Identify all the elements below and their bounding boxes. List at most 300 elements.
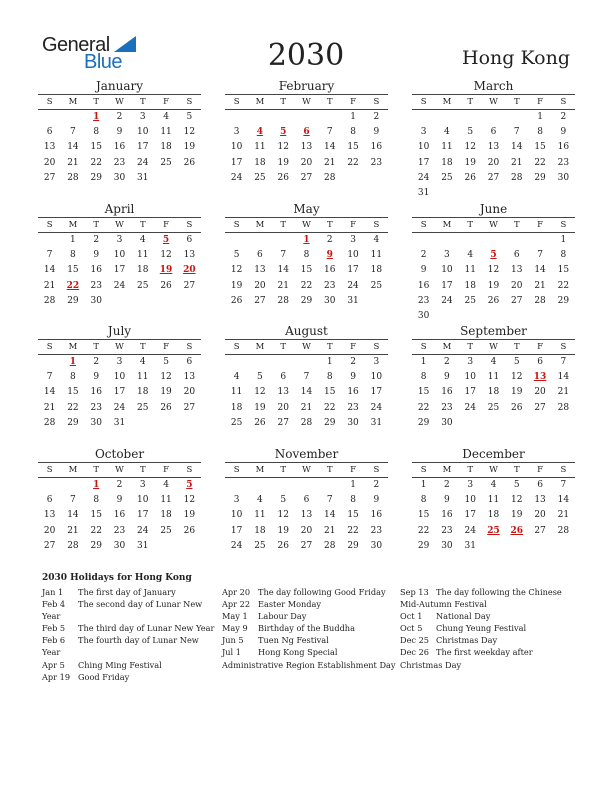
day-cell: 24 [137,525,149,536]
weekday-label: S [412,340,435,355]
day-cell: 23 [347,402,359,413]
day-cell: 16 [441,510,453,521]
day-cell: 27 [183,402,196,413]
holiday-entry [42,634,218,658]
day-cell: 18 [254,525,266,536]
day-cell: 28 [67,172,79,183]
day-cell: 21 [67,157,79,168]
day-cell: 15 [347,510,359,521]
day-cell: 28 [43,417,56,428]
empty-cell [248,355,271,370]
day-cell: 8 [70,372,76,383]
day-cell: 29 [300,295,313,306]
day-cell: 12 [183,127,196,138]
empty-cell [38,110,61,125]
day-cell: 8 [350,127,356,138]
day-cell: 11 [254,510,266,521]
day-cell: 26 [254,417,266,428]
day-cell: 25 [137,280,149,291]
day-cell: 14 [324,142,336,153]
day-cell: 10 [137,495,149,506]
day-cell: 22 [534,157,546,168]
holiday-date: Dec 25 [400,635,430,646]
holiday-date: Apr 22 [222,599,251,610]
month-name: February [225,79,388,95]
day-cell: 1 [350,112,356,122]
weekday-label: W [482,340,505,355]
day-cell: 7 [46,250,53,261]
day-cell: 13 [487,142,500,153]
day-cell: 6 [257,250,263,261]
day-cell: 2 [93,357,100,367]
day-cell: 28 [557,525,570,536]
day-cell: 21 [43,280,56,291]
day-cell: 24 [113,280,126,291]
day-cell: 19 [160,387,172,398]
holiday-day-cell: 22 [66,280,80,291]
day-cell: 30 [441,540,453,551]
weekday-label: M [248,463,271,478]
holiday-day-cell: 25 [487,525,500,536]
weekday-label: S [225,218,248,233]
day-cell: 7 [46,372,53,383]
weekday-label: S [225,463,248,478]
day-cell: 10 [464,372,476,383]
holiday-day-cell: 5 [280,127,287,138]
month-name: June [412,202,575,218]
month-name: September [412,324,575,340]
holiday-date: Apr 5 [42,659,65,670]
day-cell: 19 [511,510,523,521]
day-cell: 27 [534,402,546,413]
day-cell: 8 [350,495,356,506]
weekday-label: S [178,340,201,355]
weekday-label: T [318,340,341,355]
holiday-entry [42,622,218,634]
holiday-name: Hong Kong Special Administrative Region Establishment Day [222,647,396,670]
holiday-name: Ching Ming Festival [78,659,162,670]
logo-general-text: General [42,34,110,56]
weekday-label: T [505,95,528,110]
day-cell: 13 [43,510,56,521]
weekday-label: T [272,463,295,478]
day-cell: 9 [560,127,567,138]
day-cell: 2 [373,480,380,490]
day-cell: 30 [113,172,126,183]
empty-cell [528,233,551,248]
day-cell: 4 [163,112,169,122]
day-cell: 30 [347,417,359,428]
day-cell: 29 [67,417,79,428]
day-cell: 11 [370,250,383,261]
weekday-label: T [459,463,482,478]
country-title: Hong Kong [462,47,570,69]
holiday-date: Dec 26 [400,647,430,658]
day-cell: 6 [186,357,193,367]
day-cell: 2 [560,112,567,122]
day-cell: 13 [534,495,546,506]
day-cell: 25 [230,417,243,428]
holiday-entry [222,634,398,646]
day-cell: 11 [441,142,453,153]
day-cell: 16 [324,265,336,276]
empty-cell [272,478,295,493]
empty-cell [38,478,61,493]
day-cell: 27 [300,172,313,183]
weekday-label: M [248,95,271,110]
day-cell: 6 [537,357,543,367]
day-cell: 16 [370,510,383,521]
day-cell: 12 [464,142,476,153]
day-cell: 18 [137,387,149,398]
day-cell: 19 [277,157,289,168]
day-cell: 17 [230,525,243,536]
holiday-entry [400,646,576,670]
day-cell: 25 [137,402,149,413]
day-cell: 12 [277,510,289,521]
day-cell: 29 [534,172,546,183]
empty-cell [248,233,271,248]
holiday-day-cell: 4 [256,127,264,138]
day-cell: 12 [277,142,289,153]
holiday-entry [222,598,398,610]
day-cell: 5 [233,250,240,261]
weekday-label: T [131,95,154,110]
holiday-column [222,586,398,671]
holiday-date: Feb 5 [42,623,66,634]
weekday-label: T [505,463,528,478]
day-cell: 7 [280,250,287,261]
day-cell: 18 [160,142,172,153]
day-cell: 25 [160,525,172,536]
month-name: April [38,202,201,218]
day-cell: 19 [254,402,266,413]
holiday-date: Oct 1 [400,611,423,622]
holiday-day-cell: 1 [93,112,100,122]
weekday-label: T [85,218,108,233]
day-cell: 5 [280,495,287,506]
holiday-entry [222,586,398,598]
day-cell: 25 [370,280,383,291]
day-cell: 22 [67,402,79,413]
weekday-label: S [365,95,388,110]
day-cell: 23 [441,525,453,536]
day-cell: 6 [186,235,193,245]
day-cell: 4 [139,357,146,367]
day-cell: 8 [420,495,427,506]
day-cell: 22 [417,525,430,536]
day-cell: 23 [90,402,102,413]
day-cell: 11 [137,250,149,261]
day-cell: 10 [464,495,476,506]
day-cell: 9 [373,127,380,138]
day-cell: 19 [183,142,196,153]
day-cell: 9 [93,372,100,383]
day-cell: 22 [324,402,336,413]
day-cell: 30 [370,540,383,551]
weekday-label: S [38,95,61,110]
day-cell: 17 [370,387,383,398]
empty-cell [272,355,295,370]
day-cell: 17 [137,510,149,521]
empty-cell [248,478,271,493]
day-cell: 1 [537,112,543,122]
holiday-name: The first day of January [78,587,176,597]
month-april [38,202,201,309]
empty-cell [482,233,505,248]
day-cell: 11 [160,495,172,506]
holiday-date: Apr 19 [42,671,71,682]
weekday-label: S [178,95,201,110]
day-cell: 7 [560,357,567,367]
weekday-label: T [85,95,108,110]
day-cell: 19 [230,280,243,291]
day-cell: 31 [347,295,359,306]
empty-cell [225,355,248,370]
day-cell: 14 [511,142,523,153]
day-cell: 15 [90,510,102,521]
weekday-label: T [318,95,341,110]
weekday-label: M [61,463,84,478]
month-name: October [38,447,201,463]
day-cell: 13 [300,142,313,153]
day-cell: 3 [467,480,474,490]
weekday-label: S [552,218,575,233]
day-cell: 14 [43,387,56,398]
day-cell: 15 [67,387,79,398]
day-cell: 29 [324,417,336,428]
day-cell: 11 [254,142,266,153]
day-cell: 13 [277,387,289,398]
day-cell: 15 [534,142,546,153]
empty-cell [505,110,528,125]
day-cell: 20 [43,157,56,168]
day-cell: 16 [417,280,430,291]
holiday-entry [42,671,218,683]
day-cell: 19 [183,510,196,521]
weekday-label: F [528,218,551,233]
day-cell: 9 [444,495,450,506]
holiday-name: The third day of Lunar New Year [78,623,215,634]
empty-cell [295,355,318,370]
empty-cell [225,478,248,493]
empty-cell [61,478,84,493]
holiday-name: The day following the Chinese Mid-Autumn Festival [400,587,562,610]
weekday-label: S [552,340,575,355]
day-cell: 6 [46,127,53,138]
holiday-entry [400,634,576,646]
day-cell: 11 [487,372,500,383]
day-cell: 27 [487,172,500,183]
day-cell: 17 [464,510,476,521]
weekday-label: F [341,218,364,233]
empty-cell [318,478,341,493]
day-cell: 24 [370,402,383,413]
weekday-label: F [341,95,364,110]
day-cell: 21 [277,280,289,291]
holiday-name: The first weekday after Christmas Day [400,647,533,670]
day-cell: 13 [183,372,196,383]
day-cell: 9 [116,495,123,506]
weekday-label: M [61,218,84,233]
day-cell: 11 [464,265,476,276]
holiday-day-cell: 9 [326,250,333,261]
day-cell: 26 [277,172,289,183]
empty-cell [459,233,482,248]
day-cell: 5 [186,112,193,122]
day-cell: 13 [511,265,523,276]
day-cell: 25 [487,402,500,413]
day-cell: 3 [373,357,380,367]
weekday-label: M [435,463,458,478]
day-cell: 16 [90,387,102,398]
day-cell: 16 [90,265,102,276]
empty-cell [295,110,318,125]
day-cell: 23 [370,157,383,168]
weekday-label: W [108,218,131,233]
holiday-date: Jul 1 [222,647,241,658]
holiday-entry [42,659,218,671]
weekday-label: S [365,340,388,355]
day-cell: 4 [257,495,263,506]
holiday-date: Sep 13 [400,587,429,597]
weekday-label: T [505,218,528,233]
day-cell: 20 [43,525,56,536]
day-cell: 20 [277,402,289,413]
day-cell: 4 [373,235,380,245]
day-cell: 16 [441,387,453,398]
day-cell: 19 [277,525,289,536]
weekday-label: S [365,218,388,233]
day-cell: 16 [370,142,383,153]
weekday-label: S [225,95,248,110]
day-cell: 29 [90,172,102,183]
weekday-label: F [528,95,551,110]
holiday-entry [42,586,218,598]
day-cell: 21 [300,402,313,413]
holiday-name: The second day of Lunar New Year [42,599,203,622]
weekday-label: T [85,463,108,478]
holiday-day-cell: 1 [303,235,310,245]
weekday-label: W [482,95,505,110]
day-cell: 1 [560,235,567,245]
day-cell: 7 [326,127,333,138]
day-cell: 11 [487,495,500,506]
day-cell: 29 [417,540,430,551]
day-cell: 9 [93,250,100,261]
day-cell: 19 [464,157,476,168]
holiday-name: The fourth day of Lunar New Year [42,635,199,658]
day-cell: 17 [113,265,126,276]
holiday-day-cell: 26 [510,525,524,536]
day-cell: 22 [90,157,102,168]
day-cell: 8 [93,495,100,506]
day-cell: 3 [233,127,240,138]
weekday-label: M [435,340,458,355]
holiday-day-cell: 5 [162,235,170,245]
day-cell: 3 [139,112,146,122]
month-name: March [412,79,575,95]
day-cell: 3 [350,235,356,245]
holiday-entry [222,622,398,634]
day-cell: 20 [183,387,196,398]
month-name: July [38,324,201,340]
day-cell: 26 [464,172,476,183]
day-cell: 30 [324,295,336,306]
day-cell: 28 [511,172,523,183]
day-cell: 7 [326,495,333,506]
month-january [38,79,201,186]
day-cell: 22 [557,280,570,291]
day-cell: 28 [557,402,570,413]
day-cell: 22 [347,525,359,536]
day-cell: 20 [487,157,500,168]
day-cell: 15 [67,265,79,276]
weekday-label: F [528,463,551,478]
holiday-date: Feb 6 [42,635,66,646]
day-cell: 7 [513,127,520,138]
day-cell: 28 [43,295,56,306]
day-cell: 17 [230,157,243,168]
holiday-day-cell: 1 [69,357,77,367]
day-cell: 7 [70,495,76,506]
day-cell: 5 [467,127,474,138]
weekday-label: F [154,218,177,233]
day-cell: 2 [326,235,333,245]
day-cell: 24 [347,280,359,291]
day-cell: 15 [417,387,430,398]
day-cell: 3 [467,357,474,367]
month-february [225,79,388,186]
empty-cell [505,233,528,248]
day-cell: 24 [464,525,476,536]
day-cell: 23 [557,157,570,168]
weekday-label: T [459,218,482,233]
weekday-label: M [248,340,271,355]
day-cell: 15 [324,387,336,398]
day-cell: 25 [160,157,172,168]
day-cell: 27 [183,280,196,291]
weekday-label: F [528,340,551,355]
empty-cell [248,110,271,125]
holiday-name: Labour Day [258,611,307,622]
weekday-label: S [552,95,575,110]
day-cell: 18 [487,510,500,521]
day-cell: 17 [441,280,453,291]
empty-cell [225,110,248,125]
day-cell: 30 [90,417,102,428]
day-cell: 31 [113,417,126,428]
weekday-label: S [38,463,61,478]
day-cell: 15 [557,265,570,276]
day-cell: 24 [230,540,243,551]
day-cell: 9 [373,495,380,506]
day-cell: 30 [90,295,102,306]
weekday-label: W [482,218,505,233]
day-cell: 2 [420,250,427,261]
weekday-label: T [459,95,482,110]
day-cell: 21 [324,157,336,168]
holiday-date: Jun 5 [222,635,244,646]
day-cell: 26 [160,402,172,413]
holiday-name: Good Friday [78,671,130,682]
day-cell: 13 [254,265,266,276]
day-cell: 23 [370,525,383,536]
day-cell: 14 [67,142,79,153]
weekday-label: W [295,95,318,110]
day-cell: 16 [113,142,126,153]
holiday-column [42,586,218,683]
